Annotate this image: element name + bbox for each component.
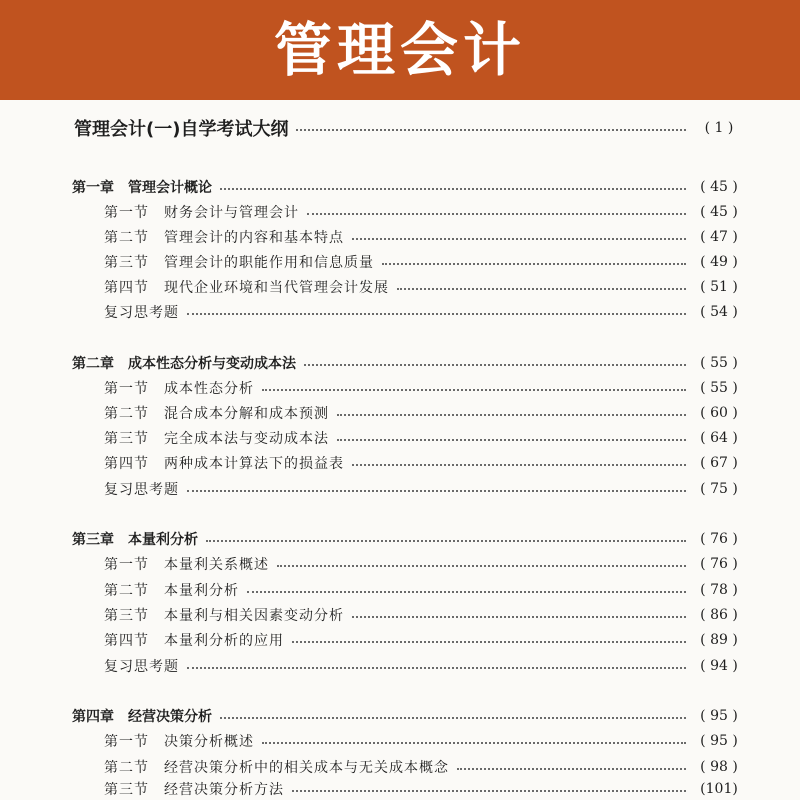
- toc-section: [104, 579, 746, 601]
- toc-chapter-3: [72, 528, 746, 550]
- section-page: ( 55 ): [700, 380, 738, 396]
- toc-section-review: [104, 478, 746, 500]
- section-title: 第二节 混合成本分解和成本预测: [104, 406, 329, 422]
- section-title: 第二节 经营决策分析中的相关成本与无关成本概念: [104, 760, 449, 776]
- dot-leader: [337, 414, 686, 416]
- dot-leader: [247, 591, 686, 593]
- section-page: ( 94 ): [700, 658, 738, 674]
- toc-section: [104, 756, 746, 778]
- section-title: 第一节 成本性态分析: [104, 381, 254, 397]
- toc-section: [104, 251, 746, 273]
- dot-leader: [187, 313, 686, 315]
- section-page: ( 51 ): [700, 279, 738, 295]
- dot-leader: [220, 188, 686, 190]
- dot-leader: [296, 129, 686, 131]
- toc-section: [104, 778, 746, 800]
- dot-leader: [457, 768, 686, 770]
- chapter-page: ( 45 ): [700, 179, 738, 195]
- section-page: ( 60 ): [700, 405, 738, 421]
- section-page: ( 67 ): [700, 455, 738, 471]
- section-title: 第三节 经营决策分析方法: [104, 782, 284, 798]
- dot-leader: [292, 790, 686, 792]
- toc-section: [104, 276, 746, 298]
- toc-chapter-1: [72, 176, 746, 198]
- dot-leader: [187, 667, 686, 669]
- section-page: ( 47 ): [700, 229, 738, 245]
- section-page: ( 45 ): [700, 204, 738, 220]
- chapter-page: ( 76 ): [700, 531, 738, 547]
- toc-section: [104, 377, 746, 399]
- chapter-title: 第二章 成本性态分析与变动成本法: [72, 356, 296, 372]
- dot-leader: [262, 742, 686, 744]
- section-title: 第四节 现代企业环境和当代管理会计发展: [104, 280, 389, 296]
- section-page: ( 95 ): [700, 733, 738, 749]
- chapter-title: 第三章 本量利分析: [72, 532, 198, 548]
- dot-leader: [304, 364, 686, 366]
- section-title: 第三节 完全成本法与变动成本法: [104, 431, 329, 447]
- dot-leader: [352, 238, 686, 240]
- toc-section: [104, 629, 746, 651]
- toc-chapter-2: [72, 352, 746, 374]
- section-title: 第一节 本量利关系概述: [104, 557, 269, 573]
- toc-outline-entry: [74, 114, 746, 142]
- section-title: 第二节 管理会计的内容和基本特点: [104, 230, 344, 246]
- chapter-page: ( 95 ): [700, 708, 738, 724]
- section-title: 复习思考题: [104, 305, 179, 321]
- section-page: ( 78 ): [700, 582, 738, 598]
- toc-section: [104, 201, 746, 223]
- section-title: 复习思考题: [104, 482, 179, 498]
- dot-leader: [277, 565, 686, 567]
- section-page: ( 86 ): [700, 607, 738, 623]
- section-title: 第一节 决策分析概述: [104, 734, 254, 750]
- toc-outline-page: ( 1 ): [704, 120, 734, 136]
- toc-section: [104, 730, 746, 752]
- toc-section-review: [104, 301, 746, 323]
- toc-section: [104, 452, 746, 474]
- section-page: ( 64 ): [700, 430, 738, 446]
- section-page: ( 75 ): [700, 481, 738, 497]
- section-page: (101): [700, 781, 738, 797]
- chapter-page: ( 55 ): [700, 355, 738, 371]
- dot-leader: [352, 464, 686, 466]
- dot-leader: [220, 717, 686, 719]
- section-page: ( 49 ): [700, 254, 738, 270]
- dot-leader: [206, 540, 686, 542]
- section-title: 第四节 两种成本计算法下的损益表: [104, 456, 344, 472]
- toc-section: [104, 402, 746, 424]
- dot-leader: [337, 439, 686, 441]
- section-title: 第一节 财务会计与管理会计: [104, 205, 299, 221]
- dot-leader: [262, 389, 686, 391]
- section-page: ( 98 ): [700, 759, 738, 775]
- toc-section: [104, 427, 746, 449]
- section-page: ( 89 ): [700, 632, 738, 648]
- section-page: ( 54 ): [700, 304, 738, 320]
- section-title: 第四节 本量利分析的应用: [104, 633, 284, 649]
- dot-leader: [352, 616, 686, 618]
- dot-leader: [292, 641, 686, 643]
- section-page: ( 76 ): [700, 556, 738, 572]
- chapter-title: 第四章 经营决策分析: [72, 709, 212, 725]
- section-title: 第二节 本量利分析: [104, 583, 239, 599]
- toc-section: [104, 604, 746, 626]
- section-title: 第三节 管理会计的职能作用和信息质量: [104, 255, 374, 271]
- chapter-title: 第一章 管理会计概论: [72, 180, 212, 196]
- book-title: 管理会计: [273, 16, 526, 84]
- dot-leader: [397, 288, 686, 290]
- toc-section-review: [104, 655, 746, 677]
- section-title: 第三节 本量利与相关因素变动分析: [104, 608, 344, 624]
- section-title: 复习思考题: [104, 659, 179, 675]
- dot-leader: [187, 490, 686, 492]
- toc-chapter-4: [72, 705, 746, 727]
- dot-leader: [382, 263, 686, 265]
- toc-section: [104, 226, 746, 248]
- dot-leader: [307, 213, 686, 215]
- toc-outline-label: 管理会计(一)自学考试大纲: [74, 119, 289, 140]
- toc-section: [104, 553, 746, 575]
